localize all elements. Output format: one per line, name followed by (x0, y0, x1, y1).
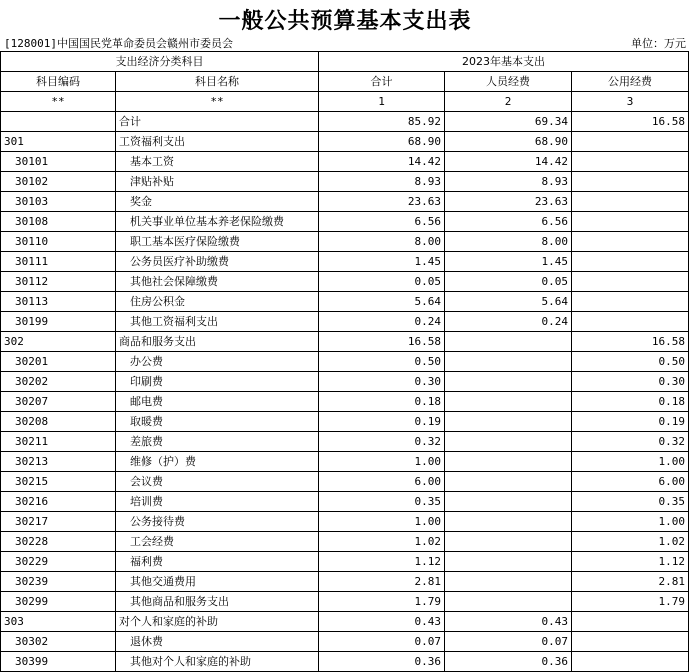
cell-public (572, 652, 689, 672)
cell-total: 1.02 (319, 532, 445, 552)
cell-name: 合计 (116, 112, 319, 132)
budget-table (0, 51, 689, 672)
cell-name: 对个人和家庭的补助 (116, 612, 319, 632)
cell-code: 30228 (1, 532, 116, 552)
cell-public (572, 292, 689, 312)
table-row (1, 232, 689, 252)
cell-name: 其他社会保障缴费 (116, 272, 319, 292)
cell-total: 1.12 (319, 552, 445, 572)
table-row (1, 492, 689, 512)
table-row (1, 372, 689, 392)
cell-total: 5.64 (319, 292, 445, 312)
cell-personnel: 1.45 (445, 252, 572, 272)
cell-total: 16.58 (319, 332, 445, 352)
table-row (1, 112, 689, 132)
cell-public: 1.79 (572, 592, 689, 612)
cell-personnel: 0.24 (445, 312, 572, 332)
header-total: 合计 (319, 72, 445, 92)
cell-public: 1.12 (572, 552, 689, 572)
cell-code: 30102 (1, 172, 116, 192)
cell-public (572, 612, 689, 632)
table-header (1, 52, 689, 112)
cell-total: 0.18 (319, 392, 445, 412)
table-row (1, 172, 689, 192)
cell-personnel (445, 592, 572, 612)
cell-name: 其他工资福利支出 (116, 312, 319, 332)
cell-personnel (445, 572, 572, 592)
cell-code: 30202 (1, 372, 116, 392)
cell-code: 30199 (1, 312, 116, 332)
cell-public (572, 172, 689, 192)
table-row (1, 612, 689, 632)
cell-public (572, 632, 689, 652)
cell-public: 1.00 (572, 512, 689, 532)
cell-name: 其他交通费用 (116, 572, 319, 592)
cell-code: 30207 (1, 392, 116, 412)
cell-personnel (445, 332, 572, 352)
cell-total: 2.81 (319, 572, 445, 592)
cell-name: 住房公积金 (116, 292, 319, 312)
header-column-row (1, 72, 689, 92)
cell-total: 0.36 (319, 652, 445, 672)
header-name: 科目名称 (116, 72, 319, 92)
cell-name: 邮电费 (116, 392, 319, 412)
cell-personnel (445, 472, 572, 492)
cell-name: 退休费 (116, 632, 319, 652)
cell-personnel: 68.90 (445, 132, 572, 152)
cell-code: 30111 (1, 252, 116, 272)
cell-public (572, 252, 689, 272)
cell-personnel: 0.05 (445, 272, 572, 292)
cell-code: 30110 (1, 232, 116, 252)
cell-public: 1.02 (572, 532, 689, 552)
cell-code: 30213 (1, 452, 116, 472)
cell-public: 0.35 (572, 492, 689, 512)
table-row (1, 592, 689, 612)
cell-personnel: 5.64 (445, 292, 572, 312)
cell-personnel (445, 412, 572, 432)
cell-personnel (445, 372, 572, 392)
cell-name: 其他商品和服务支出 (116, 592, 319, 612)
cell-code: 30299 (1, 592, 116, 612)
cell-name: 公务员医疗补助缴费 (116, 252, 319, 272)
cell-total: 0.05 (319, 272, 445, 292)
cell-public: 0.50 (572, 352, 689, 372)
cell-code: 303 (1, 612, 116, 632)
cell-personnel (445, 512, 572, 532)
cell-name: 福利费 (116, 552, 319, 572)
cell-name: 印刷费 (116, 372, 319, 392)
cell-name: 津贴补贴 (116, 172, 319, 192)
cell-total: 23.63 (319, 192, 445, 212)
cell-total: 0.07 (319, 632, 445, 652)
cell-personnel (445, 452, 572, 472)
cell-personnel: 0.43 (445, 612, 572, 632)
cell-code: 30103 (1, 192, 116, 212)
header-personnel: 人员经费 (445, 72, 572, 92)
cell-code: 301 (1, 132, 116, 152)
cell-personnel (445, 492, 572, 512)
cell-code: 302 (1, 332, 116, 352)
header-public: 公用经费 (572, 72, 689, 92)
cell-personnel: 14.42 (445, 152, 572, 172)
table-row (1, 392, 689, 412)
cell-public: 0.30 (572, 372, 689, 392)
cell-name: 基本工资 (116, 152, 319, 172)
header-group-right: 2023年基本支出 (319, 52, 689, 72)
cell-public: 0.32 (572, 432, 689, 452)
cell-code: 30215 (1, 472, 116, 492)
index-personnel: 2 (445, 92, 572, 112)
cell-personnel: 6.56 (445, 212, 572, 232)
table-row (1, 572, 689, 592)
cell-personnel: 0.36 (445, 652, 572, 672)
cell-code: 30399 (1, 652, 116, 672)
table-row (1, 552, 689, 572)
cell-total: 0.24 (319, 312, 445, 332)
cell-personnel (445, 552, 572, 572)
cell-total: 0.19 (319, 412, 445, 432)
table-row (1, 192, 689, 212)
cell-personnel: 69.34 (445, 112, 572, 132)
cell-total: 14.42 (319, 152, 445, 172)
table-row (1, 212, 689, 232)
cell-name: 职工基本医疗保险缴费 (116, 232, 319, 252)
table-row (1, 152, 689, 172)
cell-total: 0.43 (319, 612, 445, 632)
cell-code: 30211 (1, 432, 116, 452)
table-row (1, 432, 689, 452)
cell-total: 8.93 (319, 172, 445, 192)
table-row (1, 632, 689, 652)
cell-public (572, 232, 689, 252)
currency-unit: 单位：万元 (631, 37, 686, 50)
cell-public (572, 212, 689, 232)
cell-total: 0.32 (319, 432, 445, 452)
cell-total: 1.00 (319, 452, 445, 472)
table-row (1, 292, 689, 312)
cell-total: 6.56 (319, 212, 445, 232)
cell-public (572, 152, 689, 172)
cell-personnel (445, 432, 572, 452)
table-row (1, 452, 689, 472)
cell-total: 0.30 (319, 372, 445, 392)
cell-total: 1.45 (319, 252, 445, 272)
cell-public: 6.00 (572, 472, 689, 492)
cell-code: 30208 (1, 412, 116, 432)
cell-total: 1.00 (319, 512, 445, 532)
cell-personnel: 8.93 (445, 172, 572, 192)
cell-code (1, 112, 116, 132)
cell-code: 30216 (1, 492, 116, 512)
table-row (1, 332, 689, 352)
cell-public: 0.19 (572, 412, 689, 432)
cell-name: 机关事业单位基本养老保险缴费 (116, 212, 319, 232)
cell-total: 0.35 (319, 492, 445, 512)
cell-name: 其他对个人和家庭的补助 (116, 652, 319, 672)
cell-code: 30239 (1, 572, 116, 592)
unit-name: [128001]中国国民党革命委员会赣州市委员会 (4, 37, 233, 50)
cell-public (572, 192, 689, 212)
cell-public: 16.58 (572, 112, 689, 132)
cell-name: 奖金 (116, 192, 319, 212)
cell-code: 30302 (1, 632, 116, 652)
cell-public (572, 132, 689, 152)
header-group-row (1, 52, 689, 72)
header-code: 科目编码 (1, 72, 116, 92)
table-row (1, 512, 689, 532)
cell-name: 会议费 (116, 472, 319, 492)
table-row (1, 132, 689, 152)
cell-name: 取暖费 (116, 412, 319, 432)
cell-total: 1.79 (319, 592, 445, 612)
cell-name: 工资福利支出 (116, 132, 319, 152)
table-row (1, 472, 689, 492)
page-title: 一般公共预算基本支出表 (218, 8, 472, 34)
cell-total: 8.00 (319, 232, 445, 252)
cell-name: 工会经费 (116, 532, 319, 552)
table-row (1, 272, 689, 292)
table-row (1, 312, 689, 332)
cell-name: 办公费 (116, 352, 319, 372)
meta-bar (0, 35, 690, 51)
cell-personnel: 8.00 (445, 232, 572, 252)
cell-code: 30101 (1, 152, 116, 172)
index-name: ** (116, 92, 319, 112)
table-body (1, 112, 689, 672)
cell-public: 16.58 (572, 332, 689, 352)
table-row (1, 412, 689, 432)
header-group-left: 支出经济分类科目 (1, 52, 319, 72)
cell-name: 维修（护）费 (116, 452, 319, 472)
cell-code: 30201 (1, 352, 116, 372)
cell-personnel (445, 352, 572, 372)
cell-personnel: 0.07 (445, 632, 572, 652)
cell-personnel (445, 392, 572, 412)
cell-total: 0.50 (319, 352, 445, 372)
cell-public: 2.81 (572, 572, 689, 592)
cell-total: 6.00 (319, 472, 445, 492)
cell-total: 85.92 (319, 112, 445, 132)
table-row (1, 252, 689, 272)
table-row (1, 532, 689, 552)
cell-code: 30217 (1, 512, 116, 532)
cell-public (572, 272, 689, 292)
cell-code: 30113 (1, 292, 116, 312)
index-code: ** (1, 92, 116, 112)
cell-public: 1.00 (572, 452, 689, 472)
cell-personnel (445, 532, 572, 552)
index-total: 1 (319, 92, 445, 112)
cell-code: 30108 (1, 212, 116, 232)
cell-name: 培训费 (116, 492, 319, 512)
table-row (1, 352, 689, 372)
cell-public: 0.18 (572, 392, 689, 412)
header-index-row (1, 92, 689, 112)
table-row (1, 652, 689, 672)
cell-public (572, 312, 689, 332)
index-public: 3 (572, 92, 689, 112)
cell-personnel: 23.63 (445, 192, 572, 212)
cell-name: 商品和服务支出 (116, 332, 319, 352)
cell-name: 差旅费 (116, 432, 319, 452)
cell-code: 30112 (1, 272, 116, 292)
cell-total: 68.90 (319, 132, 445, 152)
cell-name: 公务接待费 (116, 512, 319, 532)
cell-code: 30229 (1, 552, 116, 572)
